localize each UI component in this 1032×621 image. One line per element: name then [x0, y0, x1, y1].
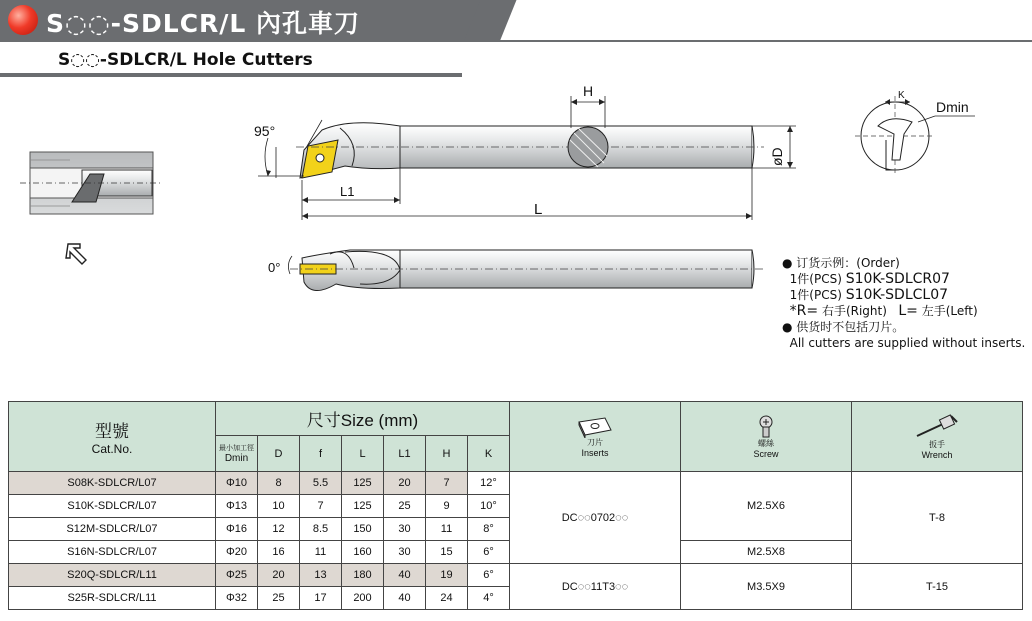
cell-f: 13: [300, 564, 342, 587]
order-line-title: ● 订货示例：(Order): [782, 256, 900, 270]
wrench-cn: 扳手: [929, 439, 945, 449]
cell-wrench-group1: T-8: [852, 472, 1023, 564]
cell-l1: 30: [384, 541, 426, 564]
cell-l: 160: [342, 541, 384, 564]
bore-illustration: [20, 152, 160, 214]
insert-icon: [575, 416, 615, 438]
wrench-en: Wrench: [921, 449, 953, 460]
cell-d: 25: [258, 587, 300, 610]
col-d: D: [258, 436, 300, 472]
size-header: [216, 402, 510, 436]
dim-k-label: K: [898, 90, 905, 101]
cell-l1: 20: [384, 472, 426, 495]
cell-cat: S20Q-SDLCR/L11: [9, 564, 216, 587]
cell-k: 6°: [468, 541, 510, 564]
cell-dmin: Φ25: [216, 564, 258, 587]
cell-f: 11: [300, 541, 342, 564]
cell-f: 8.5: [300, 518, 342, 541]
screw-en: Screw: [753, 448, 779, 459]
subtitle-rule: [0, 73, 462, 77]
size-title: 尺寸Size (mm): [306, 411, 419, 430]
cell-l: 150: [342, 518, 384, 541]
cell-l1: 40: [384, 587, 426, 610]
cell-l1: 25: [384, 495, 426, 518]
cell-h: 19: [426, 564, 468, 587]
order-ex1-prefix: 1件(PCS): [789, 272, 842, 286]
screw-icon: [754, 415, 778, 439]
dim-h-label: H: [583, 83, 594, 99]
angle-95-label: 95°: [254, 123, 276, 139]
cell-l: 180: [342, 564, 384, 587]
cell-h: 7: [426, 472, 468, 495]
cell-cat: S16N-SDLCR/L07: [9, 541, 216, 564]
order-ex2-code: S10K-SDLCL07: [845, 287, 949, 303]
cell-h: 11: [426, 518, 468, 541]
dmin-cn: 最小加工徑: [219, 444, 254, 452]
angle-0-label: 0°: [268, 260, 281, 275]
dim-d-label: øD: [769, 147, 785, 166]
red-ball-icon: [8, 5, 38, 35]
col-k: K: [468, 436, 510, 472]
order-notes: [782, 255, 1025, 351]
wrench-icon: [913, 414, 961, 440]
col-dmin: [216, 436, 258, 472]
hand-right-val: 右手(Right): [821, 304, 887, 318]
hand-left-key: L=: [898, 303, 918, 319]
page-title: S◌◌-SDLCR/L 內孔車刀: [46, 9, 361, 38]
cell-k: 4°: [468, 587, 510, 610]
dim-l-label: L: [534, 201, 543, 218]
cell-cat: S12M-SDLCR/L07: [9, 518, 216, 541]
col-h: H: [426, 436, 468, 472]
spec-table: [8, 401, 1023, 610]
cell-d: 8: [258, 472, 300, 495]
col-f: f: [300, 436, 342, 472]
cell-dmin: Φ32: [216, 587, 258, 610]
dim-l1-label: L1: [340, 184, 355, 199]
inserts-en: Inserts: [581, 447, 609, 458]
cell-f: 7: [300, 495, 342, 518]
cell-insert-group1: DC◌◌0702◌◌: [510, 472, 681, 564]
cell-dmin: Φ10: [216, 472, 258, 495]
note-no-inserts-en: All cutters are supplied without inserts.: [789, 336, 1026, 350]
cell-h: 9: [426, 495, 468, 518]
cell-cat: S10K-SDLCR/L07: [9, 495, 216, 518]
table-row: [9, 472, 1023, 495]
inserts-cn: 刀片: [587, 437, 603, 447]
cell-k: 10°: [468, 495, 510, 518]
col-l: L: [342, 436, 384, 472]
cell-h: 24: [426, 587, 468, 610]
cell-screw-group1b: M2.5X8: [681, 541, 852, 564]
cell-f: 5.5: [300, 472, 342, 495]
cell-d: 20: [258, 564, 300, 587]
dim-dmin-label: Dmin: [936, 99, 969, 115]
cell-l: 125: [342, 495, 384, 518]
cell-k: 6°: [468, 564, 510, 587]
cell-l: 125: [342, 472, 384, 495]
cell-f: 17: [300, 587, 342, 610]
feed-direction-icon: [66, 244, 86, 264]
cell-screw-group2: M3.5X9: [681, 564, 852, 610]
side-view-tool: [288, 250, 764, 291]
order-ex2-prefix: 1件(PCS): [789, 288, 842, 302]
cell-insert-group2: DC◌◌11T3◌◌: [510, 564, 681, 610]
page-subtitle: S◌◌-SDLCR/L Hole Cutters: [58, 50, 313, 70]
col-wrench: [852, 402, 1023, 472]
screw-cn: 螺絲: [758, 438, 774, 448]
cell-dmin: Φ16: [216, 518, 258, 541]
cell-cat: S08K-SDLCR/L07: [9, 472, 216, 495]
hand-right-key: *R=: [789, 303, 819, 319]
col-l1: L1: [384, 436, 426, 472]
cell-wrench-group2: T-15: [852, 564, 1023, 610]
order-ex1-code: S10K-SDLCR07: [845, 271, 950, 287]
cat-no-cn: 型號: [95, 422, 129, 441]
cell-k: 8°: [468, 518, 510, 541]
col-screw: [681, 402, 852, 472]
cell-screw-group1a: M2.5X6: [681, 472, 852, 541]
cell-d: 12: [258, 518, 300, 541]
cell-h: 15: [426, 541, 468, 564]
cell-dmin: Φ20: [216, 541, 258, 564]
cell-dmin: Φ13: [216, 495, 258, 518]
cell-l: 200: [342, 587, 384, 610]
top-view-tool: [258, 96, 796, 220]
dmin-en: Dmin: [224, 452, 249, 464]
cell-cat: S25R-SDLCR/L11: [9, 587, 216, 610]
header-rule: [0, 40, 1032, 42]
cell-k: 12°: [468, 472, 510, 495]
hand-left-val: 左手(Left): [921, 304, 978, 318]
col-cat-no: [9, 402, 216, 472]
cell-l1: 40: [384, 564, 426, 587]
note-no-inserts-cn: ● 供货时不包括刀片。: [782, 320, 905, 334]
table-row: [9, 564, 1023, 587]
col-inserts: [510, 402, 681, 472]
cat-no-en: Cat.No.: [91, 442, 133, 456]
cell-d: 10: [258, 495, 300, 518]
cell-l1: 30: [384, 518, 426, 541]
cell-d: 16: [258, 541, 300, 564]
